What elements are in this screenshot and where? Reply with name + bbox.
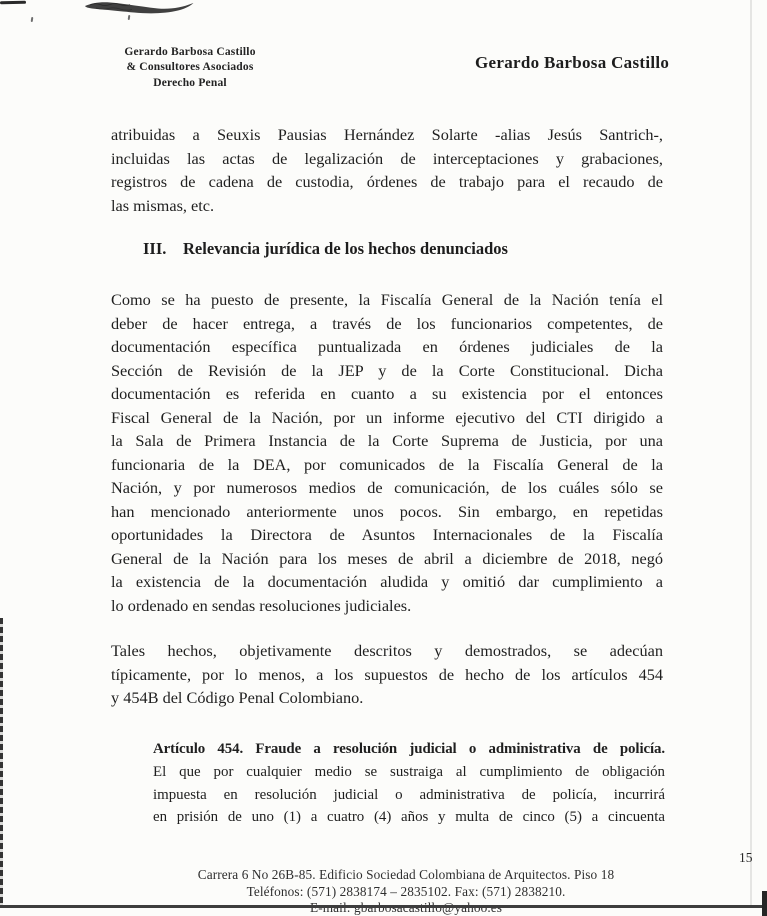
text-line: El que por cualquier medio se sustraiga al cumplimiento de obligación (153, 763, 665, 780)
text-line: Tales hechos, objetivamente descritos y demostrados, se adecúan (111, 641, 663, 660)
scan-fold-line (750, 0, 752, 905)
letterhead-firm-block (110, 45, 270, 91)
text-line: documentación es referida en cuanto a su existencia por el entonces (111, 384, 663, 403)
text-line: impuesta en resolución judicial o administrativa de policía, incurrirá (153, 786, 665, 803)
author-name-header: Gerardo Barbosa Castillo (475, 53, 670, 72)
page-number: 15 (739, 850, 753, 865)
text-line: registros de cadena de custodia, órdenes de trabajo para el recaudo de (111, 172, 663, 191)
footer-address: Carrera 6 No 26B-85. Edificio Sociedad Colombiana de Arquitectos. Piso 18 (197, 867, 615, 882)
text-line: Nación, y por numerosos medios de comunicación, de los cuáles sólo se (111, 478, 663, 497)
text-line: Sección de Revisión de la JEP y de la Corte Constitucional. Dicha (111, 360, 663, 380)
text-line: Como se ha puesto de presente, la Fiscalía General de la Nación tenía el (111, 290, 663, 309)
scan-corner-bar (762, 891, 767, 916)
text-line: típicamente, por lo menos, a los supuestos de hecho de los artículos 454 (111, 664, 663, 684)
section-heading (143, 239, 663, 259)
scan-artifact-corner-dash (0, 1, 26, 4)
text-line: funcionaria de la DEA, por comunicados de la Fiscalía General de la (111, 454, 663, 474)
text-line: Fiscal General de la Nación, por un informe ejecutivo del CTI dirigido a (111, 407, 663, 427)
quote-title: Artículo 454. Fraude a resolución judicial o administrativa de policía. (153, 741, 665, 757)
paragraph-evidence-list (111, 123, 663, 217)
text-line: han mencionado anteriormente unos pocos. Sin embargo, en repetidas (111, 501, 663, 521)
scan-bottom-edge-line (0, 905, 767, 908)
firm-practice-area: Derecho Penal (153, 76, 227, 89)
text-line: atribuidas a Seuxis Pausias Hernández Solarte -alias Jesús Santrich-, (111, 125, 663, 144)
article-454-blockquote (153, 738, 665, 829)
text-line: incluidas las actas de legalización de interceptaciones y grabaciones, (111, 148, 663, 168)
section-numeral: III. (143, 239, 167, 258)
paragraph-legal-conclusion (111, 639, 663, 710)
section-title: Relevancia jurídica de los hechos denunciados (183, 239, 508, 258)
firm-name: Gerardo Barbosa Castillo (124, 46, 256, 58)
scan-edge-dashes (0, 618, 3, 907)
text-line: lo ordenado en sendas resoluciones judiciales. (111, 595, 412, 615)
text-line: la Sala de Primera Instancia de la Corte Suprema de Justicia, por una (111, 431, 663, 450)
text-line: la existencia de la documentación aludida y omitió dar cumplimiento a (111, 572, 663, 591)
text-line: oportunidades la Directora de Asuntos Internacionales de la Fiscalía (111, 525, 663, 544)
text-line: deber de hacer entrega, a través de los funcionarios competentes, de (111, 313, 663, 333)
scan-speck (31, 17, 34, 22)
text-line: General de la Nación para los meses de abril a diciembre de 2018, negó (111, 548, 663, 568)
scan-speck (128, 15, 131, 20)
firm-associates: & Consultores Asociados (126, 61, 254, 74)
text-line: las mismas, etc. (111, 195, 215, 215)
text-line: documentación específica puntualizada en órdenes judiciales de la (111, 337, 663, 356)
text-line: en prisión de uno (1) a cuatro (4) años y multa de cinco (5) a cincuenta (153, 809, 665, 826)
text-line: y 454B del Código Penal Colombiano. (111, 688, 364, 707)
paragraph-main-argument (111, 288, 663, 617)
quote-body (153, 761, 665, 829)
footer-email (45, 900, 767, 916)
footer-phones: Teléfonos: (571) 2838174 – 2835102. Fax: (571) 2838210. (246, 884, 566, 899)
ink-smudge-artifact (84, 0, 194, 16)
